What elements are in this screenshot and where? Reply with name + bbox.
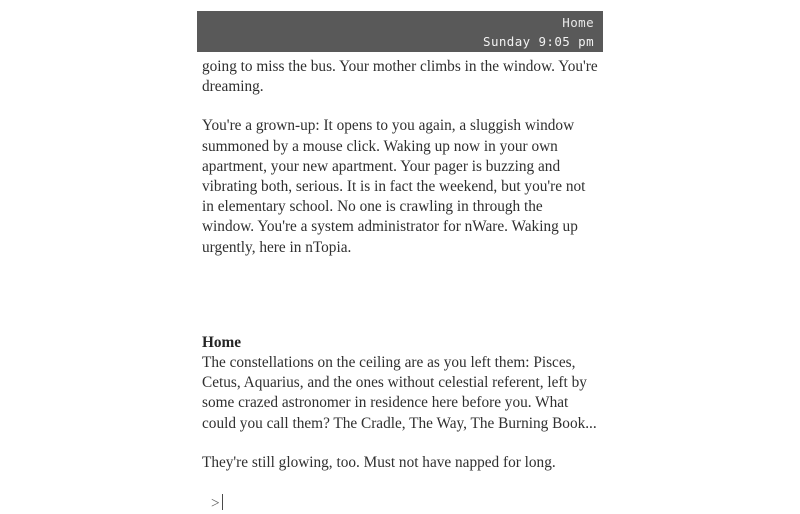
room-description: The constellations on the ceiling are as you left them: Pisces, Cetus, Aquarius, and the ones without celestial referent, left by some crazed astronomer in residence here before you. What could you call them? The Cradle, The Way, The Burning Book... [202, 354, 597, 432]
command-prompt-line[interactable] [202, 492, 598, 514]
transcript-paragraph: You're a grown-up: It opens to you again, a sluggish window summoned by a mouse click. Waking up now in your own apartment, your new apartment. Your pager is buzzing and vibrating both, serious. It is in fact the weekend, but you're not in elementary school. No one is crawling in through the window. You're a system administrator for nWare. Waking up urgently, here in nTopia. [202, 117, 586, 256]
story-transcript [202, 57, 598, 513]
status-bar [197, 11, 603, 52]
text-cursor-icon [222, 494, 223, 510]
room-name-heading: Home [202, 333, 242, 351]
transcript-paragraph: going to miss the bus. Your mother climbs in the window. You're dreaming. [202, 58, 598, 96]
status-bar-location: Home [562, 15, 594, 30]
status-bar-time: Sunday 9:05 pm [483, 34, 594, 49]
command-input[interactable] [223, 494, 523, 514]
transcript-spacer [202, 277, 598, 333]
prompt-caret-icon: > [211, 495, 220, 513]
transcript-paragraph: They're still glowing, too. Must not have napped for long. [202, 453, 556, 471]
